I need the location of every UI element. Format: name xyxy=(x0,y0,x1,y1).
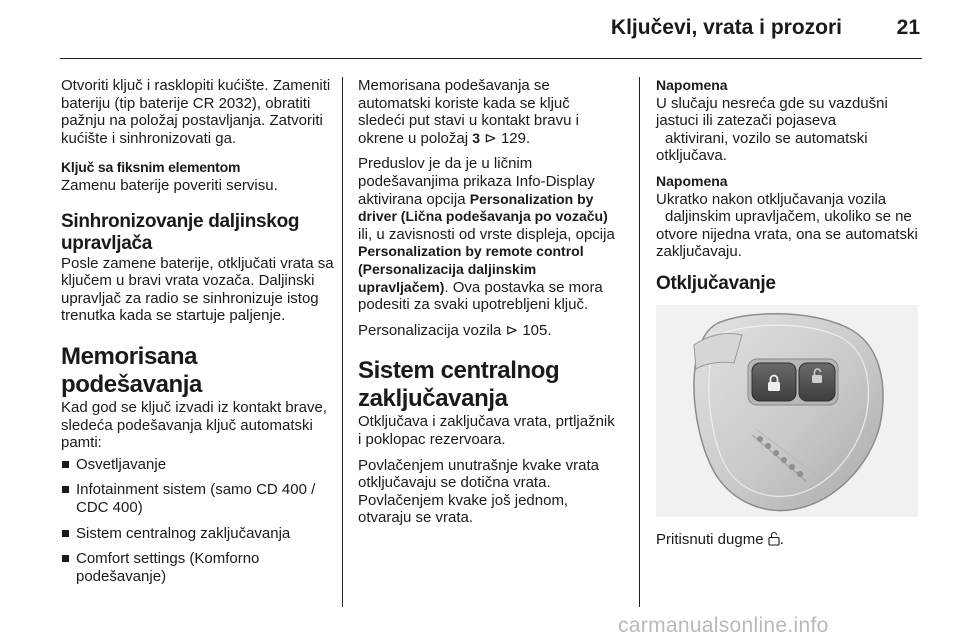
page-title: Ključevi, vrata i prozori xyxy=(610,16,842,39)
note-title: Napomena xyxy=(656,77,728,93)
memorized-paragraph: Kad god se ključ izvadi iz kontakt brave, sledeća podešavanja ključ automatski pamti: xyxy=(61,398,327,452)
option-remote: Personalization by remote control (Personalizacija daljinskim upravljačem) xyxy=(358,243,584,295)
note-airbag: U slučaju nesreća gde su vazdušni jastuci ili zatezači pojaseva aktivirani, vozilo se automatski otključava. xyxy=(656,94,888,165)
settings-list xyxy=(61,456,341,586)
vehicle-personalization-paragraph: Personalizacija vozila ⊳ 105. xyxy=(358,321,552,339)
list-item: Infotainment sistem (samo CD 400 / CDC 400) xyxy=(61,481,341,516)
heading-unlocking: Otključavanje xyxy=(656,272,776,294)
option-driver: Personalization by driver (Lična podešavanja po vozaču) xyxy=(358,190,608,225)
column-right xyxy=(656,77,924,557)
list-item: Osvetljavanje xyxy=(61,456,341,474)
battery-paragraph: Otvoriti ključ i rasklopiti kućište. Zameniti bateriju (tip baterije CR 2032), obratiti pažnju na položaj postavljanja. Zatvoriti kućište i sinhronizovati ga. xyxy=(61,77,331,147)
remote-key-figure xyxy=(656,305,918,517)
door-handle-paragraph: Povlačenjem unutrašnje kvake vrata otključavaju se dotična vrata. Povlačenjem kvake još jednom, otvaraju se vrata. xyxy=(358,456,599,527)
page-header xyxy=(0,0,960,60)
column-divider xyxy=(639,77,640,607)
remote-key-illustration xyxy=(656,305,918,517)
heading-central-locking: Sistem centralnog zaključavanja xyxy=(358,357,560,413)
list-item: Sistem centralnog zaključavanja xyxy=(61,525,341,543)
note-title: Napomena xyxy=(656,172,728,189)
central-locking-paragraph: Otključava i zaključava vrata, prtljažnik i poklopac rezervoara. xyxy=(358,413,615,448)
lock-open-icon xyxy=(768,531,780,546)
column-divider xyxy=(342,77,343,607)
ignition-position: 3 xyxy=(472,129,481,146)
fixed-key-paragraph: Zamenu baterije poveriti servisu. xyxy=(61,176,278,194)
heading-memorized-settings: Memorisana podešavanja xyxy=(61,342,202,398)
heading-fixed-key: Ključ sa fiksnim elementom xyxy=(61,159,241,176)
column-left xyxy=(61,77,341,593)
unlock-caption: Pritisnuti dugme . xyxy=(656,530,784,548)
memorized-usage-paragraph: Memorisana podešavanja se automatski koriste kada se ključ sledeći put stavi u kontakt bravu i okrene u položaj 3 ⊳ 129. xyxy=(358,77,579,147)
note-auto-lock: Ukratko nakon otključavanja vozila daljinskim upravljačem, ukoliko se ne otvore nijedna vrata, ona se automatski zaključavaju. xyxy=(656,190,918,261)
page-ref-arrow-icon: ⊳ xyxy=(484,129,497,147)
header-divider xyxy=(60,58,922,59)
page-ref: 129. xyxy=(500,129,531,147)
list-item: Comfort settings (Komforno podešavanje) xyxy=(61,550,341,585)
page-ref: 105. xyxy=(522,321,552,339)
heading-sync-remote: Sinhronizovanje daljinskog upravljača xyxy=(61,210,300,254)
watermark: carmanualsonline.info xyxy=(618,614,829,637)
sync-paragraph: Posle zamene baterije, otključati vrata sa ključem u bravi vrata vozača. Daljinski upravljač za radio se sinhronizuje istog trenutka kada se startuje paljenje. xyxy=(61,254,334,325)
page-number: 21 xyxy=(896,16,920,39)
page-ref-arrow-icon: ⊳ xyxy=(505,321,519,339)
precondition-paragraph: Preduslov je da je u ličnim podešavanjima prikaza Info-Display aktivirana opcija Personalization by driver (Lična podešavanja po vozaču) ili, u zavisnosti od vrste displeja, opcija Personalization by remote control (Personalizacija daljinskim upravljačem). Ova postavka se mora podesiti za svaki upotrebljeni ključ. xyxy=(358,155,615,314)
column-middle xyxy=(358,77,620,535)
